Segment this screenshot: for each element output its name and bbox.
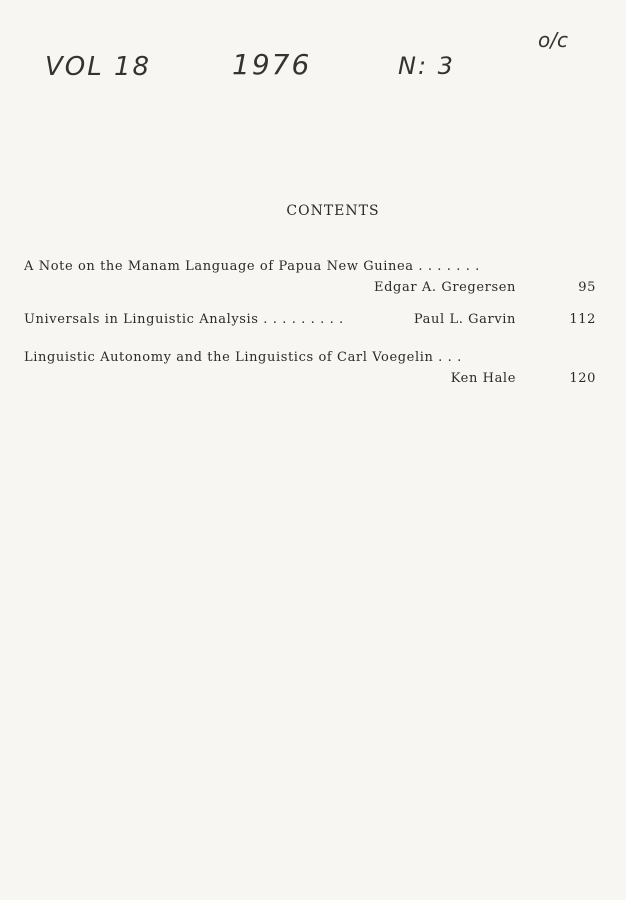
- toc-entry-page: 120: [569, 371, 596, 386]
- toc-entry-title: Universals in Linguistic Analysis . . . . . . . . .: [24, 312, 344, 327]
- toc-entry-author: Paul L. Garvin: [413, 312, 516, 327]
- toc-entry-title: A Note on the Manam Language of Papua New Guinea . . . . . . .: [24, 259, 480, 274]
- handwritten-corner-note: o/c: [538, 28, 568, 52]
- toc-entry-author: Edgar A. Gregersen: [374, 280, 516, 295]
- toc-entry-page: 112: [569, 312, 596, 327]
- handwritten-year: 1976: [232, 48, 312, 81]
- contents-heading: CONTENTS: [286, 203, 380, 219]
- toc-entry-title: Linguistic Autonomy and the Linguistics of Carl Voegelin . . .: [24, 350, 462, 365]
- toc-entry-page: 95: [578, 280, 596, 295]
- handwritten-volume: VOL 18: [45, 52, 152, 82]
- handwritten-number: N: 3: [398, 52, 455, 80]
- toc-entry-author: Ken Hale: [450, 371, 516, 386]
